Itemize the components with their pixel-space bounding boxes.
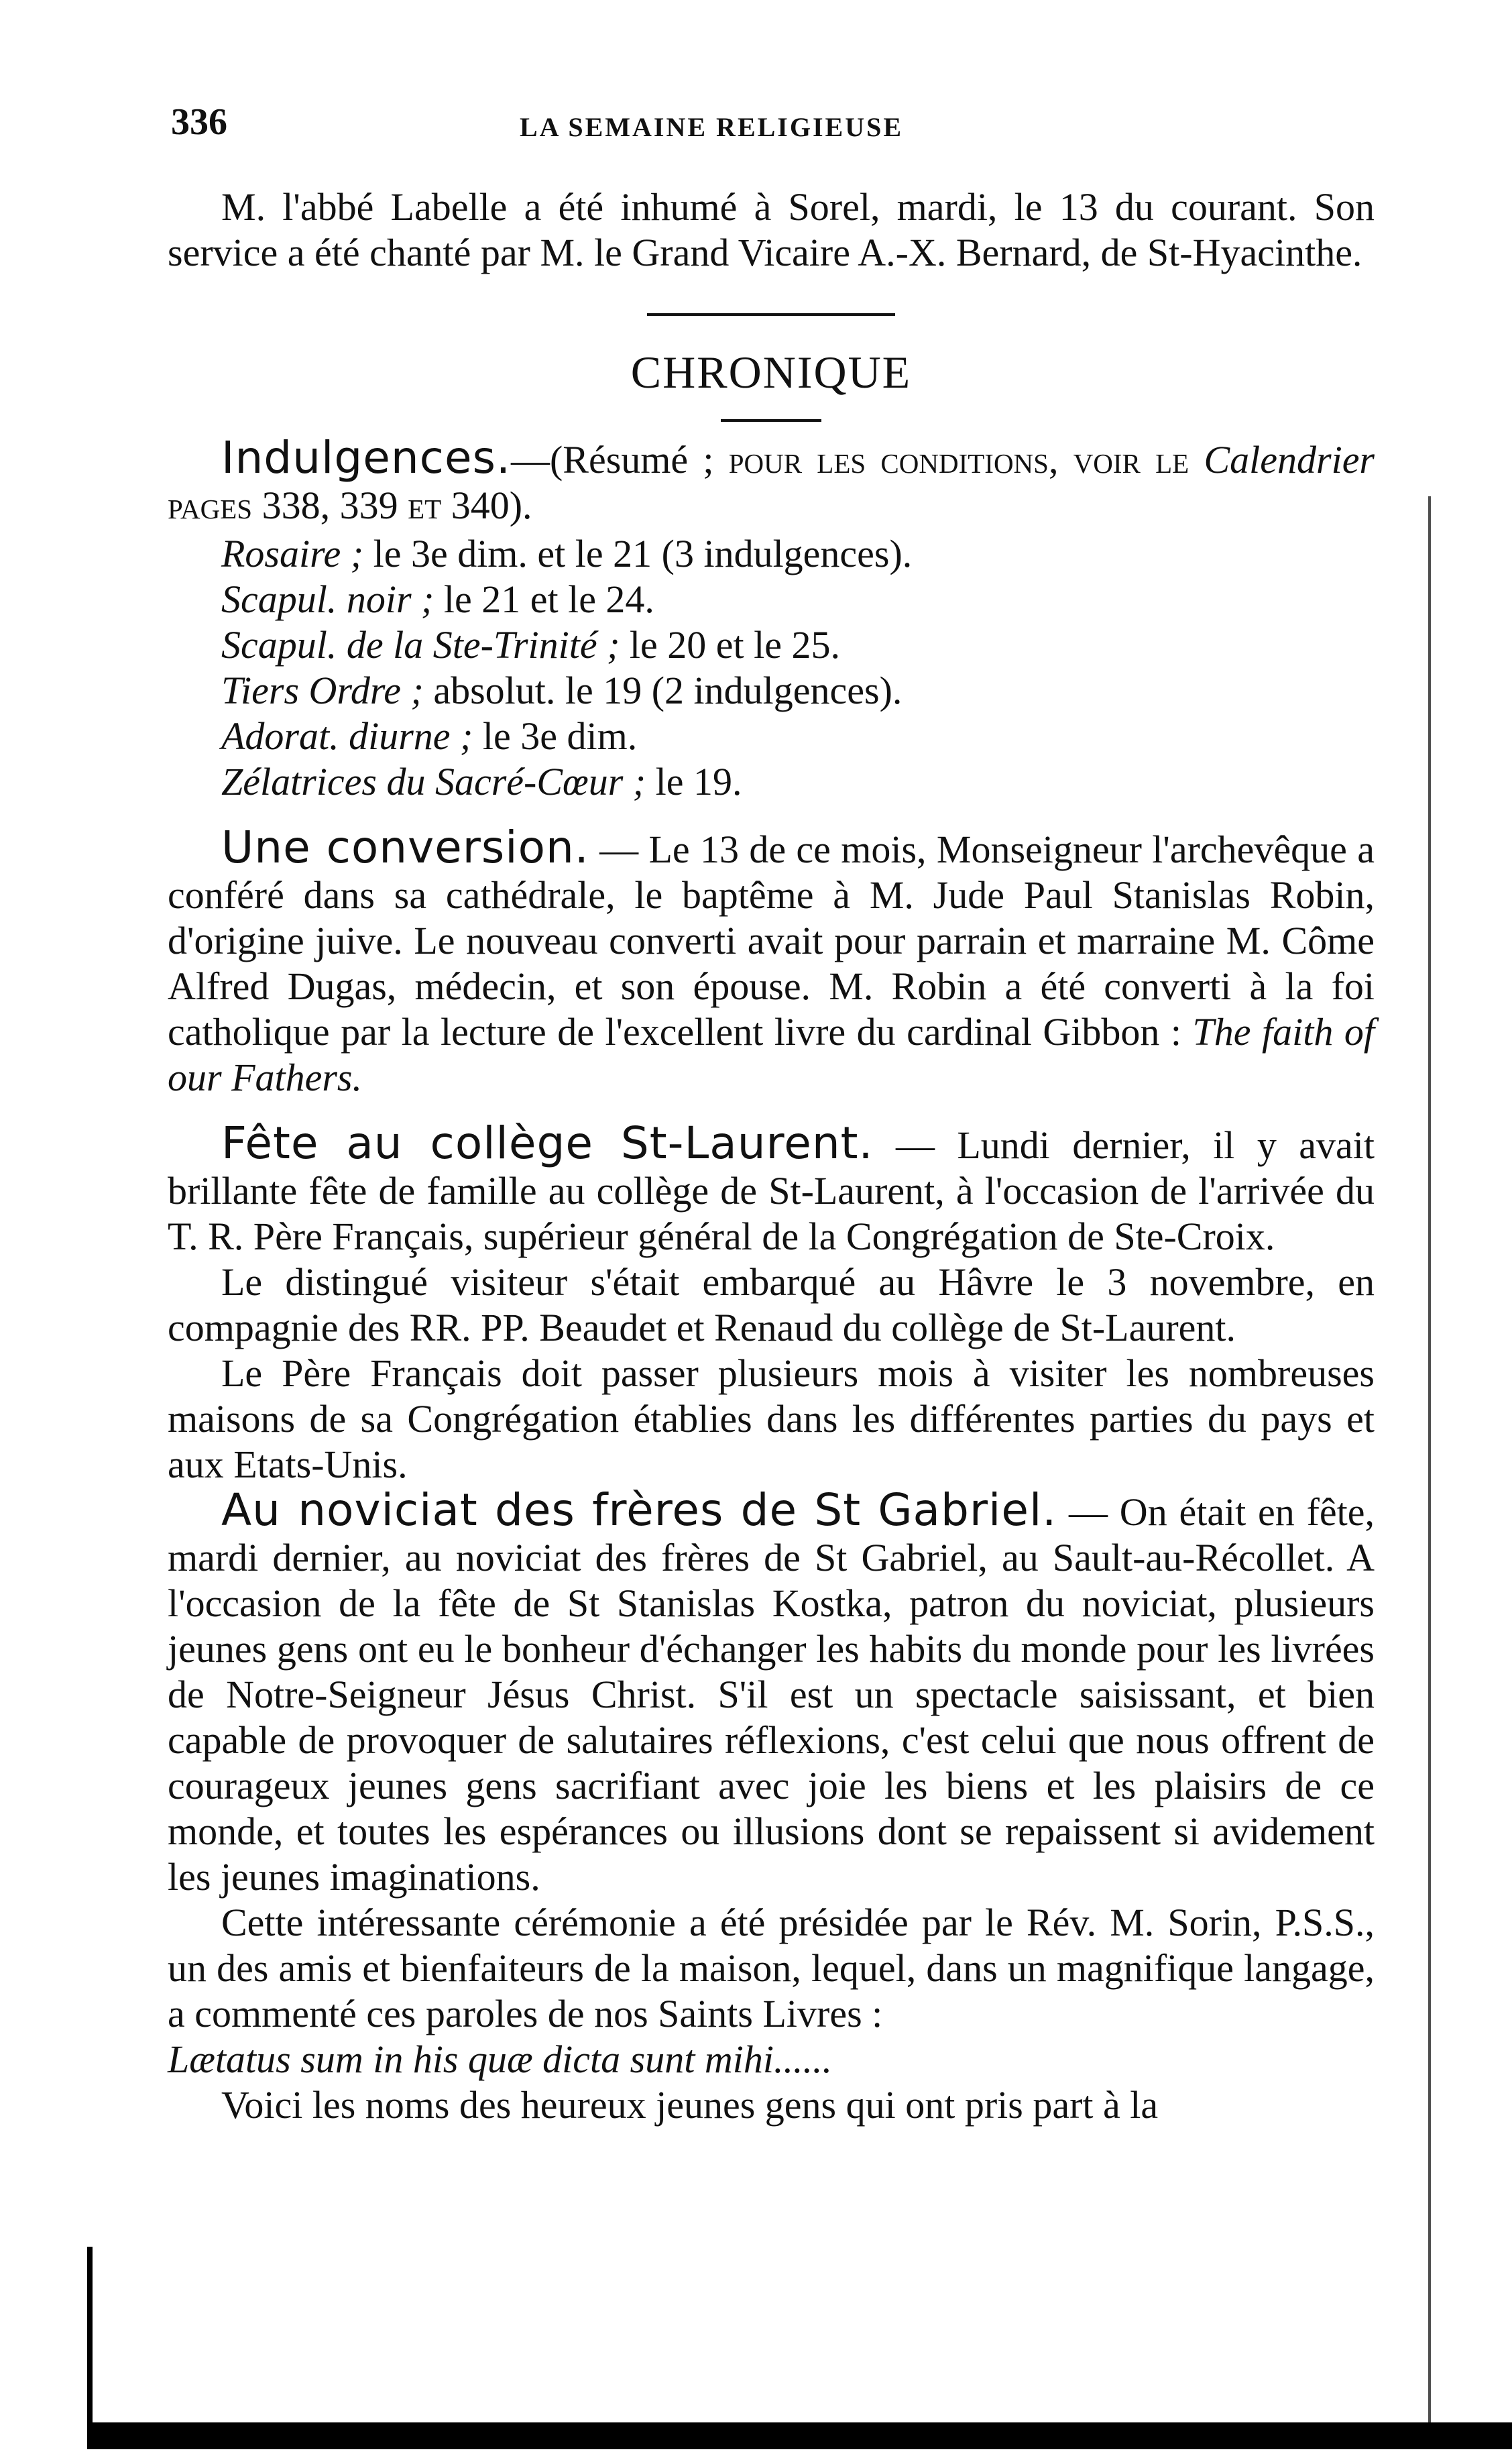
noviciat-text-1: — On était en fête, mardi dernier, au noviciat des frères de St Gabriel, au Sault-au-Récollet. A l'occasion de la fête de St Stanislas Kostka, patron du noviciat, plusieurs jeunes gens ont eu le bonheur d'échanger les habits du monde pour les livrées de Notre-Seigneur Jésus Christ. S'il est un spectacle saisissant, et bien capable de provoquer de salutaires réflexions, c'est celui que nous offrent de courageux jeunes gens sacrifiant avec joie les biens et les plaisirs de ce monde, et toutes les espérances ou illusions dont se repaissent si avidement les jeunes imaginations. (168, 1490, 1375, 1899)
running-title: LA SEMAINE RELIGIEUSE (520, 112, 904, 142)
page-number: 336 (171, 101, 227, 143)
title-underline-rule (721, 419, 821, 422)
list-item-detail: le 20 et le 25. (620, 623, 840, 667)
conversion-heading: Une conversion. (221, 822, 589, 873)
indulgences-note-pages-label: pages (168, 484, 253, 527)
separator-rule (647, 313, 895, 316)
list-item (221, 622, 1375, 668)
list-item-detail: le 21 et le 24. (434, 577, 654, 621)
noviciat-text-2: Cette intéressante cérémonie a été présidée par le Rév. M. Sorin, P.S.S., un des amis et bienfaiteurs de la maison, lequel, dans un magnifique langage, a commenté ces paroles de nos Saints Livres : (168, 1901, 1375, 2035)
list-item (221, 531, 1375, 577)
scan-border-left (87, 2247, 93, 2449)
page-body (168, 184, 1375, 2128)
indulgences-heading: Indulgences. (221, 432, 511, 484)
noviciat-paragraph-2 (168, 1900, 1375, 2082)
list-item-name: Scapul. noir ; (221, 577, 434, 621)
indulgences-note-conditions: pour les conditions, voir le (728, 438, 1189, 482)
list-item-detail: le 19. (646, 760, 742, 803)
noviciat-paragraph-1 (168, 1484, 1375, 1900)
indulgences-note-end: 340). (441, 484, 532, 527)
indulgences-note-calendrier: Calendrier (1189, 438, 1375, 482)
indulgences-note-pages: 338, 339 (252, 484, 408, 527)
college-paragraph-2: Le distingué visiteur s'était embarqué au Hâvre le 3 novembre, en compagnie des RR. PP. Beaudet et Renaud du collège de St-Laurent. (168, 1260, 1375, 1349)
noviciat-paragraph-3: Voici les noms des heureux jeunes gens qui ont pris part à la (221, 2083, 1159, 2127)
college-text-1: — Lundi dernier, il y avait brillante fête de famille au collège de St-Laurent, à l'occasion de l'arrivée du T. R. Père Français, supérieur général de la Congrégation de Ste-Croix. (168, 1123, 1375, 1258)
noviciat-quote: Lætatus sum in his quæ dicta sunt mihi...... (168, 2037, 832, 2081)
list-item-detail: le 3e dim. et le 21 (3 indulgences). (363, 532, 913, 575)
conversion-book-title: The faith of our Fathers. (168, 1010, 1375, 1099)
list-item (221, 668, 1375, 714)
list-item (221, 759, 1375, 805)
conversion-text: — Le 13 de ce mois, Monseigneur l'archevêque a conféré dans sa cathédrale, le baptême à M. Jude Paul Stanislas Robin, d'origine juive. Le nouveau converti avait pour parrain et marraine M. Côme Alfred Dugas, médecin, et son épouse. M. Robin a été converti à la foi catholique par la lecture de l'excellent livre du cardinal Gibbon : (168, 828, 1375, 1054)
chronique-title: CHRONIQUE (630, 347, 912, 398)
indulgences-note-et: et (408, 484, 442, 527)
college-heading: Fête au collège St-Laurent. (221, 1117, 874, 1169)
list-item-name: Scapul. de la Ste-Trinité ; (221, 623, 620, 667)
intro-paragraph: M. l'abbé Labelle a été inhumé à Sorel, mardi, le 13 du courant. Son service a été chanté par M. le Grand Vicaire A.-X. Bernard, de St-Hyacinthe. (168, 185, 1375, 274)
conversion-paragraph (168, 822, 1375, 1101)
list-item-name: Rosaire ; (221, 532, 364, 575)
list-item-name: Zélatrices du Sacré-Cœur ; (221, 760, 646, 803)
college-paragraph-3: Le Père Français doit passer plusieurs mois à visiter les nombreuses maisons de sa Congrégation établies dans les différentes parties du pays et aux Etats-Unis. (168, 1351, 1375, 1486)
college-paragraph-1 (168, 1117, 1375, 1259)
list-item-detail: le 3e dim. (473, 714, 638, 758)
noviciat-heading: Au noviciat des frères de St Gabriel. (221, 1484, 1057, 1536)
indulgences-paragraph (168, 432, 1375, 528)
list-item-name: Tiers Ordre ; (221, 669, 424, 712)
list-item (221, 714, 1375, 759)
indulgences-list (221, 531, 1375, 805)
list-item-detail: absolut. le 19 (2 indulgences). (423, 669, 903, 712)
indulgences-note-prefix: —(Résumé ; (510, 438, 729, 482)
list-item-name: Adorat. diurne ; (221, 714, 473, 758)
running-head (171, 101, 1378, 154)
scan-border-bottom (87, 2422, 1512, 2449)
list-item (221, 577, 1375, 622)
page-edge-line (1428, 496, 1431, 2428)
